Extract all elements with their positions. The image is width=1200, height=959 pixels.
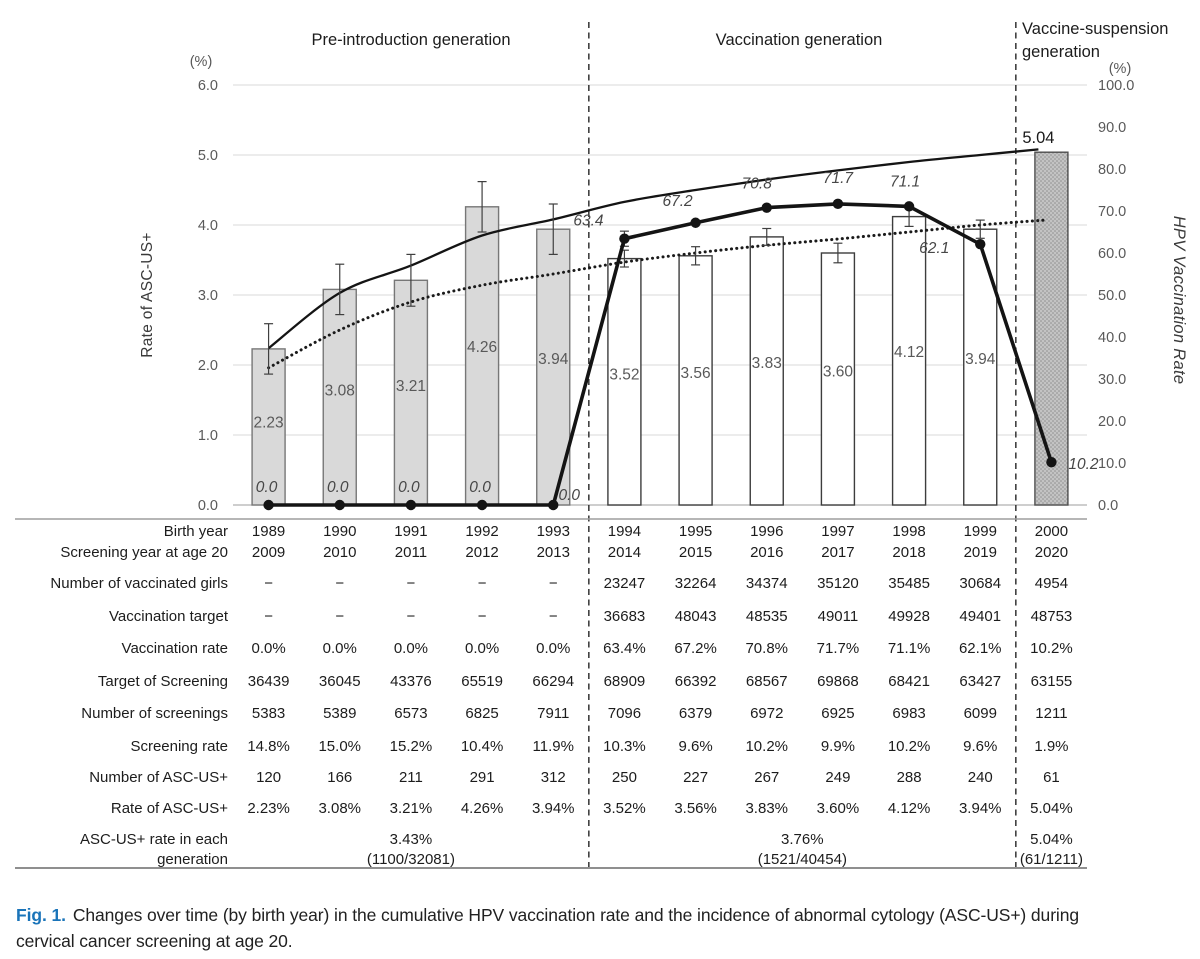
table-cell: 2018 — [892, 544, 926, 561]
table-cell: 71.1% — [887, 640, 931, 657]
left-axis-tick: 6.0 — [197, 78, 218, 94]
table-cell: 2017 — [821, 544, 855, 561]
table-cell: 5.04% — [1030, 800, 1073, 817]
vaccination-rate-marker — [762, 202, 772, 212]
table-cell: 2019 — [963, 544, 997, 561]
table-cell: 3.08% — [318, 800, 362, 817]
right-axis-tick: 90.0 — [1098, 120, 1127, 136]
figure-caption-text: Changes over time (by birth year) in the cumulative HPV vaccination rate and the incidence of abnormal cytology (ASC-US+) during cervical cancer screening at age 20. — [16, 905, 1079, 951]
table-cell: 1996 — [750, 523, 784, 540]
table-cell: 2015 — [678, 544, 713, 561]
line-value-label: 0.0 — [326, 479, 349, 496]
table-cell: 9.9% — [820, 738, 856, 755]
right-axis-title: HPV Vaccination Rate — [1170, 215, 1188, 385]
table-cell: 70.8% — [745, 640, 789, 657]
bar-value-label: 4.12 — [893, 344, 925, 362]
vaccination-rate-marker — [548, 500, 558, 510]
line-value-label: 0.0 — [255, 479, 278, 496]
table-cell: 48535 — [745, 608, 788, 625]
table-cell: 67.2% — [674, 640, 717, 657]
table-cell: 49928 — [888, 608, 930, 625]
table-cell: 36439 — [247, 673, 290, 690]
vaccination-rate-marker — [690, 218, 700, 228]
table-cell: 312 — [540, 769, 566, 786]
table-cell: 6099 — [963, 705, 997, 722]
table-cell: 1989 — [251, 523, 286, 540]
table-cell: 15.0% — [318, 738, 362, 755]
table-cell: 1211 — [1035, 705, 1068, 722]
table-cell: 30684 — [959, 575, 1002, 592]
right-axis-tick: 80.0 — [1098, 162, 1127, 178]
vaccination-rate-marker — [904, 201, 914, 211]
table-cell: 63427 — [959, 673, 1002, 690]
table-cell: 2.23% — [247, 800, 290, 817]
table-cell: 10.2% — [887, 738, 931, 755]
line-value-label: 63.4 — [573, 212, 604, 230]
vaccination-rate-marker — [975, 239, 985, 249]
line-value-label: 71.1 — [889, 173, 921, 191]
vaccination-rate-marker — [263, 500, 273, 510]
table-cell: 11.9% — [532, 738, 574, 755]
table-cell: 15.2% — [389, 738, 433, 755]
table-row-label: Rate of ASC-US+ — [110, 800, 228, 817]
table-cell: − — [335, 575, 345, 592]
table-cell: − — [477, 608, 487, 625]
table-row-label: Vaccination target — [109, 608, 228, 625]
table-cell: 9.6% — [963, 738, 998, 755]
table-cell: − — [335, 608, 345, 625]
table-cell: 288 — [896, 769, 922, 786]
table-cell: 6972 — [750, 705, 784, 722]
table-cell: 66294 — [532, 673, 575, 690]
table-cell: 6925 — [821, 705, 855, 722]
table-cell: − — [548, 575, 558, 592]
generation-label-vaccine-suspension: Vaccine-suspension generation — [1022, 20, 1169, 61]
right-axis-tick: 20.0 — [1098, 414, 1127, 430]
table-cell: 4954 — [1034, 575, 1069, 592]
table-cell: 5383 — [251, 705, 286, 722]
table-cell: 5389 — [323, 705, 357, 722]
table-cell: 2000 — [1034, 523, 1069, 540]
right-axis-tick: 0.0 — [1098, 498, 1119, 514]
table-cell: 3.56% — [674, 800, 717, 817]
table-cell: 0.0% — [536, 640, 571, 657]
table-cell: 2010 — [323, 544, 357, 561]
table-cell: 211 — [398, 769, 423, 786]
table-cell: 49011 — [817, 608, 859, 625]
table-cell: 68909 — [603, 673, 646, 690]
table-cell: 35120 — [817, 575, 859, 592]
vaccination-rate-marker — [619, 234, 629, 244]
table-cell: 7096 — [607, 705, 642, 722]
table-cell: 68421 — [888, 673, 930, 690]
left-axis-tick: 0.0 — [197, 498, 218, 514]
table-cell: 6573 — [394, 705, 428, 722]
table-cell: − — [548, 608, 558, 625]
line-value-label: 0.0 — [558, 487, 581, 504]
table-cell: 3.52% — [603, 800, 646, 817]
line-value-label: 70.8 — [741, 175, 772, 193]
table-cell: 0.0% — [393, 640, 429, 657]
bar-value-label: 2.23 — [253, 414, 284, 432]
bar-value-label: 3.21 — [395, 377, 427, 395]
left-axis-tick: 4.0 — [197, 218, 218, 234]
left-axis-title: Rate of ASC-US+ — [139, 232, 156, 358]
table-cell: 2020 — [1034, 544, 1069, 561]
right-axis-tick: 30.0 — [1098, 372, 1127, 388]
table-cell: 1993 — [536, 523, 570, 540]
right-axis-tick: 60.0 — [1098, 246, 1127, 262]
generation-label-vaccination: Vaccination generation — [715, 31, 883, 49]
line-value-label: 71.7 — [822, 169, 854, 187]
table-cell: 4.26% — [460, 800, 504, 817]
bar-value-label: 3.94 — [965, 350, 996, 368]
table-cell: − — [406, 575, 416, 592]
table-cell: 2011 — [394, 544, 428, 561]
vaccination-rate-marker — [833, 199, 843, 209]
bar-value-label: 4.26 — [466, 338, 498, 356]
table-cell: 0.0% — [251, 640, 286, 657]
table-cell: 9.6% — [678, 738, 713, 755]
left-axis-tick: 1.0 — [197, 428, 218, 444]
table-cell: 43376 — [390, 673, 432, 690]
table-cell: 1994 — [607, 523, 642, 540]
table-row-label: Screening year at age 20 — [60, 544, 228, 561]
table-cell: 7911 — [537, 705, 570, 722]
vaccination-rate-marker — [335, 500, 345, 510]
right-axis-tick: 10.0 — [1098, 456, 1127, 472]
table-cell: 2013 — [536, 544, 570, 561]
table-cell: 1991 — [394, 523, 428, 540]
table-cell: 48043 — [674, 608, 717, 625]
left-axis-tick: 3.0 — [197, 288, 218, 304]
bar-value-label: 3.60 — [822, 363, 854, 381]
table-cell: 36045 — [318, 673, 361, 690]
table-generation-cell: 5.04% (61/1211) — [1019, 831, 1083, 868]
table-cell: 4.12% — [887, 800, 931, 817]
table-cell: 63155 — [1030, 673, 1073, 690]
right-axis-unit-label: (%) — [1108, 61, 1132, 77]
table-cell: 2009 — [251, 544, 286, 561]
table-generation-cell: 3.43% (1100/32081) — [366, 831, 455, 868]
table-cell: 2014 — [607, 544, 642, 561]
table-cell: 61 — [1043, 769, 1060, 786]
table-cell: 3.83% — [745, 800, 789, 817]
table-cell: 2012 — [465, 544, 499, 561]
vaccination-rate-marker — [1046, 457, 1056, 467]
table-row-label: Number of vaccinated girls — [50, 575, 228, 592]
table-cell: 250 — [611, 769, 637, 786]
table-cell: 35485 — [888, 575, 930, 592]
bar-2000 — [1035, 152, 1068, 505]
right-axis-tick: 100.0 — [1098, 78, 1135, 94]
table-cell: 34374 — [745, 575, 788, 592]
left-axis-tick: 2.0 — [197, 358, 218, 374]
table-generation-cell: 3.76% (1521/40454) — [757, 831, 847, 868]
table-cell: 1992 — [465, 523, 499, 540]
table-cell: 66392 — [674, 673, 717, 690]
generation-label-pre-introduction: Pre-introduction generation — [311, 31, 511, 49]
line-value-label: 62.1 — [919, 240, 950, 258]
figure-caption-label: Fig. 1. — [16, 905, 66, 925]
table-cell: 65519 — [461, 673, 503, 690]
table-cell: 249 — [825, 769, 851, 786]
table-cell: 1995 — [678, 523, 713, 540]
table-row-label: Vaccination rate — [121, 640, 228, 657]
table-cell: 166 — [327, 769, 353, 786]
table-cell: 2016 — [750, 544, 784, 561]
table-row-label: Target of Screening — [97, 673, 228, 690]
table-cell: 120 — [256, 769, 282, 786]
bar-value-label: 5.04 — [1022, 129, 1055, 148]
table-cell: 49401 — [959, 608, 1002, 625]
table-cell: 267 — [754, 769, 780, 786]
table-cell: 3.60% — [816, 800, 860, 817]
table-cell: − — [477, 575, 487, 592]
table-cell: 3.94% — [531, 800, 575, 817]
table-cell: 1997 — [821, 523, 855, 540]
table-cell: 10.2% — [745, 738, 789, 755]
table-cell: 62.1% — [958, 640, 1002, 657]
vaccination-rate-marker — [477, 500, 487, 510]
table-cell: − — [264, 608, 273, 625]
figure-caption — [16, 902, 1106, 954]
line-value-label: 67.2 — [662, 192, 693, 210]
right-axis-tick: 70.0 — [1098, 204, 1127, 220]
data-table — [15, 519, 1087, 871]
bar-value-label: 3.52 — [609, 366, 640, 384]
table-cell: 14.8% — [247, 738, 290, 755]
line-value-label: 0.0 — [469, 479, 491, 496]
table-cell: 10.3% — [603, 738, 646, 755]
table-cell: 1.9% — [1034, 738, 1069, 755]
table-cell: 23247 — [603, 575, 646, 592]
table-cell: 32264 — [674, 575, 717, 592]
table-cell: 6379 — [678, 705, 713, 722]
left-axis-tick: 5.0 — [197, 148, 218, 164]
right-axis-tick: 40.0 — [1098, 330, 1127, 346]
table-cell: − — [264, 575, 273, 592]
table-cell: 1998 — [892, 523, 926, 540]
line-value-label: 0.0 — [398, 479, 420, 496]
table-cell: 1999 — [963, 523, 997, 540]
line-value-label: 10.2 — [1068, 456, 1099, 474]
table-cell: 71.7% — [816, 640, 860, 657]
table-cell: 6825 — [465, 705, 499, 722]
table-cell: 3.94% — [958, 800, 1002, 817]
table-row-label: Number of ASC-US+ — [89, 769, 228, 786]
table-cell: 48753 — [1030, 608, 1073, 625]
table-cell: − — [406, 608, 416, 625]
table-cell: 10.2% — [1030, 640, 1073, 657]
bar-value-label: 3.94 — [538, 350, 569, 368]
left-axis-unit-label: (%) — [189, 54, 213, 70]
bar-value-label: 3.08 — [324, 382, 355, 400]
bar-value-label: 3.83 — [751, 354, 782, 372]
table-cell: 0.0% — [464, 640, 500, 657]
table-row-label: Birth year — [163, 523, 228, 540]
table-cell: 1990 — [323, 523, 357, 540]
table-cell: 0.0% — [322, 640, 357, 657]
table-cell: 6983 — [892, 705, 926, 722]
table-cell: 36683 — [603, 608, 646, 625]
vaccination-rate-marker — [406, 500, 416, 510]
table-cell: 227 — [683, 769, 709, 786]
table-cell: 69868 — [817, 673, 859, 690]
table-cell: 10.4% — [460, 738, 504, 755]
table-row-label: Screening rate — [130, 738, 228, 755]
bar-value-label: 3.56 — [680, 364, 711, 382]
table-cell: 291 — [469, 769, 495, 786]
table-row-label: ASC-US+ rate in each generation — [80, 831, 228, 868]
table-row-label: Number of screenings — [81, 705, 228, 722]
table-cell: 240 — [967, 769, 993, 786]
table-cell: 68567 — [745, 673, 788, 690]
right-axis-tick: 50.0 — [1098, 288, 1127, 304]
table-cell: 3.21% — [389, 800, 433, 817]
table-cell: 63.4% — [603, 640, 646, 657]
